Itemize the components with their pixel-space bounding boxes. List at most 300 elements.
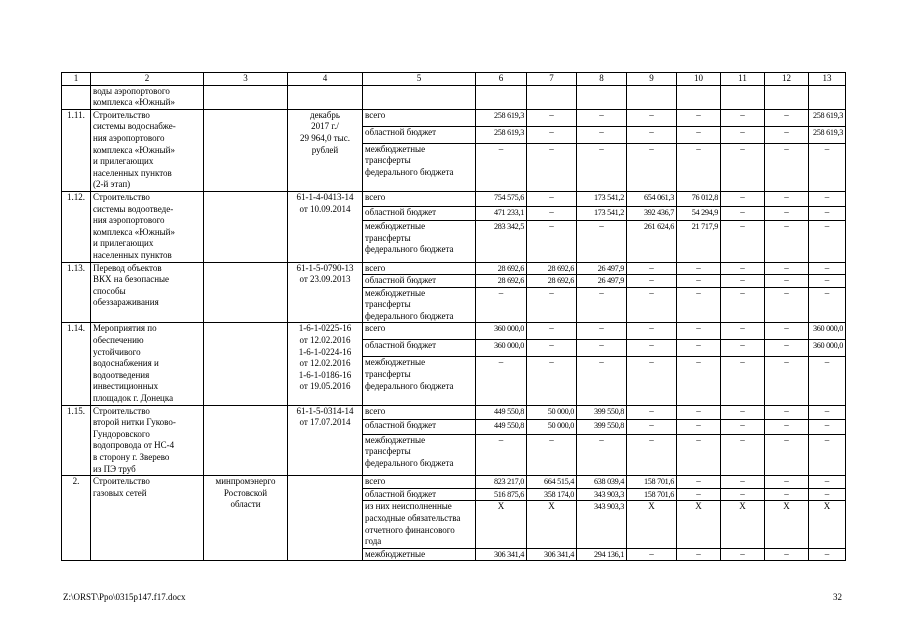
- value-cell: –: [527, 191, 577, 206]
- value-cell: –: [527, 206, 577, 221]
- value-cell: –: [765, 405, 809, 420]
- value-cell: –: [721, 476, 765, 489]
- object-name-cell: [91, 85, 204, 109]
- financing-table: [61, 72, 846, 561]
- funding-source-cell-line: всего: [365, 323, 386, 334]
- header-cell: 2: [91, 73, 204, 86]
- project-doc-cell: [288, 109, 363, 191]
- value-cell: 449 550,8: [476, 420, 527, 435]
- object-name-cell: [91, 262, 204, 323]
- value-cell: –: [765, 126, 809, 143]
- project-doc-cell-line: 1-6-1-0186-16: [298, 369, 352, 380]
- value-cell: –: [765, 340, 809, 357]
- object-name-cell-line: Мероприятия по: [93, 323, 157, 334]
- item-number-cell: 1.14.: [62, 323, 91, 405]
- funding-source-cell: [363, 548, 476, 561]
- object-name-cell-line: площадок г. Донецка: [93, 393, 174, 404]
- value-cell: –: [577, 109, 627, 126]
- value-cell: –: [765, 323, 809, 340]
- funding-source-cell: [363, 476, 476, 489]
- header-cell: 3: [204, 73, 288, 86]
- project-doc-cell-line: от 12.02.2016: [299, 335, 351, 346]
- value-cell: 54 294,9: [677, 206, 721, 221]
- responsible-cell: [204, 262, 288, 323]
- value-cell: –: [627, 340, 677, 357]
- funding-source-cell-line: межбюджетные: [365, 548, 426, 559]
- value-cell: –: [809, 206, 846, 221]
- value-cell: –: [809, 221, 846, 262]
- value-cell: 258 619,3: [476, 109, 527, 126]
- project-doc-cell-line: 29 964,0 тыс.: [300, 132, 350, 143]
- project-doc-cell-line: от 17.07.2014: [299, 417, 351, 428]
- value-cell: 399 550,8: [577, 420, 627, 435]
- value-cell: –: [677, 275, 721, 288]
- value-cell: –: [765, 488, 809, 501]
- funding-source-cell: [363, 357, 476, 405]
- header-cell: 9: [627, 73, 677, 86]
- funding-source-cell-line: из них неисполненные: [365, 501, 452, 512]
- value-cell: –: [677, 405, 721, 420]
- funding-source-cell-line: всего: [365, 262, 386, 273]
- value-cell: X: [527, 501, 577, 548]
- page-number: 32: [833, 592, 842, 602]
- object-name-cell-line: водоснабжения и: [93, 358, 159, 369]
- value-cell: –: [765, 476, 809, 489]
- object-name-cell-line: из ПЭ труб: [93, 463, 136, 474]
- table-row: [62, 323, 846, 340]
- project-doc-cell: [288, 323, 363, 405]
- value-cell: –: [527, 340, 577, 357]
- value-cell: 823 217,0: [476, 476, 527, 489]
- funding-source-cell: [363, 143, 476, 191]
- funding-source-cell: [363, 488, 476, 501]
- empty-cell: [204, 85, 288, 109]
- value-cell: –: [677, 420, 721, 435]
- funding-source-cell: [363, 420, 476, 435]
- value-cell: –: [809, 420, 846, 435]
- object-name-cell-line: в сторону г. Зверево: [93, 452, 170, 462]
- project-doc-cell: [288, 405, 363, 476]
- funding-source-cell: [363, 323, 476, 340]
- project-doc-cell: [288, 476, 363, 561]
- value-cell: –: [721, 548, 765, 561]
- funding-source-cell-line: всего: [365, 405, 386, 416]
- funding-source-cell: [363, 126, 476, 143]
- value-cell: X: [809, 501, 846, 548]
- value-cell: 50 000,0: [527, 420, 577, 435]
- value-cell: 258 619,3: [476, 126, 527, 143]
- value-cell: –: [527, 323, 577, 340]
- value-cell: 343 903,3: [577, 488, 627, 501]
- value-cell: –: [577, 143, 627, 191]
- value-cell: –: [721, 221, 765, 262]
- value-cell: –: [627, 287, 677, 323]
- table-row: [62, 191, 846, 206]
- value-cell: –: [476, 143, 527, 191]
- value-cell: –: [809, 287, 846, 323]
- project-doc-cell-line: 61-1-4-0413-14: [296, 191, 354, 202]
- value-cell: –: [765, 357, 809, 405]
- value-cell: 358 174,0: [527, 488, 577, 501]
- project-doc-cell-line: от 23.09.2013: [299, 274, 351, 285]
- value-cell: –: [809, 488, 846, 501]
- value-cell: X: [721, 501, 765, 548]
- funding-source-cell-line: трансферты: [365, 232, 411, 243]
- value-cell: –: [627, 143, 677, 191]
- value-cell: –: [809, 548, 846, 561]
- value-cell: –: [765, 221, 809, 262]
- object-name-cell-line: Перевод объектов: [93, 262, 162, 273]
- header-row: [62, 73, 846, 86]
- empty-cell: [765, 85, 809, 109]
- funding-source-cell: [363, 262, 476, 275]
- value-cell: –: [677, 262, 721, 275]
- object-name-cell-line: комплекса «Южный»: [93, 97, 175, 108]
- funding-source-cell-line: областной бюджет: [365, 275, 437, 286]
- value-cell: –: [765, 548, 809, 561]
- project-doc-cell-line: 1-6-1-0224-16: [298, 346, 352, 357]
- value-cell: –: [677, 476, 721, 489]
- value-cell: –: [627, 109, 677, 126]
- header-cell: 11: [721, 73, 765, 86]
- project-doc-cell-line: 2017 г./: [311, 121, 339, 132]
- value-cell: –: [721, 109, 765, 126]
- funding-source-cell-line: межбюджетные: [365, 221, 426, 232]
- funding-source-cell-line: межбюджетные: [365, 357, 426, 368]
- funding-source-cell-line: трансферты: [365, 369, 411, 379]
- value-cell: 173 541,2: [577, 191, 627, 206]
- empty-cell: [577, 85, 627, 109]
- funding-source-cell: [363, 340, 476, 357]
- table-row: [62, 476, 846, 489]
- value-cell: 21 717,9: [677, 221, 721, 262]
- value-cell: –: [627, 126, 677, 143]
- project-doc-cell-line: рублей: [311, 144, 339, 155]
- value-cell: 258 619,3: [809, 126, 846, 143]
- value-cell: 26 497,9: [577, 262, 627, 275]
- value-cell: –: [476, 357, 527, 405]
- empty-cell: [62, 85, 91, 109]
- value-cell: –: [721, 206, 765, 221]
- funding-source-cell-line: трансферты: [365, 155, 411, 166]
- value-cell: –: [527, 357, 577, 405]
- item-number-cell: 2.: [62, 476, 91, 561]
- project-doc-cell-line: от 12.02.2016: [299, 358, 351, 369]
- funding-source-cell: [363, 275, 476, 288]
- funding-source-cell: [363, 405, 476, 420]
- value-cell: –: [527, 434, 577, 475]
- funding-source-cell-line: отчетного финансового: [365, 524, 455, 535]
- value-cell: 516 875,6: [476, 488, 527, 501]
- funding-source-cell-line: всего: [365, 191, 386, 202]
- value-cell: –: [765, 206, 809, 221]
- header-cell: 7: [527, 73, 577, 86]
- object-name-cell-line: устойчивого: [93, 346, 141, 357]
- footer-file-path: Z:\ORST\Ppo\0315p147.f17.docx: [63, 592, 186, 602]
- value-cell: 50 000,0: [527, 405, 577, 420]
- responsible-cell: [204, 323, 288, 405]
- header-cell: 6: [476, 73, 527, 86]
- project-doc-cell: [288, 262, 363, 323]
- empty-cell: [527, 85, 577, 109]
- object-name-cell-line: комплекса «Южный»: [93, 226, 175, 237]
- value-cell: –: [577, 221, 627, 262]
- object-name-cell-line: инвестиционных: [93, 381, 159, 392]
- object-name-cell-line: воды аэропортового: [93, 85, 170, 96]
- responsible-cell: [204, 476, 288, 561]
- value-cell: 638 039,4: [577, 476, 627, 489]
- funding-source-cell-line: федерального бюджета: [365, 457, 454, 468]
- value-cell: 28 692,6: [527, 275, 577, 288]
- table-row: [62, 109, 846, 126]
- value-cell: 283 342,5: [476, 221, 527, 262]
- funding-source-cell-line: расходные обязательства: [365, 512, 461, 523]
- object-name-cell-line: системы водоотведе-: [93, 203, 174, 214]
- value-cell: X: [677, 501, 721, 548]
- object-name-cell-line: обеззараживания: [93, 297, 159, 308]
- value-cell: X: [627, 501, 677, 548]
- value-cell: –: [677, 126, 721, 143]
- project-doc-cell-line: от 10.09.2014: [299, 203, 351, 214]
- value-cell: –: [765, 287, 809, 323]
- value-cell: –: [527, 126, 577, 143]
- value-cell: –: [809, 357, 846, 405]
- funding-source-cell-line: областной бюджет: [365, 340, 437, 351]
- value-cell: –: [627, 275, 677, 288]
- table-row: [62, 405, 846, 420]
- item-number-cell: 1.13.: [62, 262, 91, 323]
- value-cell: –: [577, 323, 627, 340]
- empty-cell: [288, 85, 363, 109]
- project-doc-cell-line: 61-1-5-0790-13: [296, 262, 354, 273]
- value-cell: –: [677, 143, 721, 191]
- object-name-cell-line: водопровода от НС-4: [93, 440, 175, 451]
- value-cell: 173 541,2: [577, 206, 627, 221]
- value-cell: –: [527, 221, 577, 262]
- funding-source-cell-line: федерального бюджета: [365, 310, 454, 321]
- value-cell: –: [809, 191, 846, 206]
- value-cell: –: [577, 434, 627, 475]
- value-cell: –: [527, 143, 577, 191]
- value-cell: 258 619,3: [809, 109, 846, 126]
- funding-source-cell-line: трансферты: [365, 446, 411, 457]
- funding-source-cell-line: года: [365, 536, 382, 547]
- responsible-cell: [204, 405, 288, 476]
- value-cell: 399 550,8: [577, 405, 627, 420]
- value-cell: –: [627, 357, 677, 405]
- value-cell: –: [809, 143, 846, 191]
- object-name-cell: [91, 323, 204, 405]
- value-cell: 158 701,6: [627, 476, 677, 489]
- value-cell: –: [721, 143, 765, 191]
- value-cell: 28 692,6: [476, 262, 527, 275]
- object-name-cell-line: и прилегающих: [93, 238, 154, 249]
- value-cell: –: [765, 275, 809, 288]
- value-cell: –: [627, 262, 677, 275]
- header-cell: 13: [809, 73, 846, 86]
- funding-source-cell-line: межбюджетные: [365, 143, 426, 154]
- value-cell: –: [677, 109, 721, 126]
- responsible-cell-line: Ростовской: [223, 487, 268, 498]
- value-cell: –: [677, 488, 721, 501]
- value-cell: –: [677, 434, 721, 475]
- value-cell: –: [721, 340, 765, 357]
- item-number-cell: 1.11.: [62, 109, 91, 191]
- object-name-cell-line: Строительство: [93, 405, 150, 416]
- funding-source-cell-line: областной бюджет: [365, 126, 437, 137]
- value-cell: –: [577, 340, 627, 357]
- object-name-cell-line: водоотведения: [93, 369, 150, 380]
- funding-source-cell-line: всего: [365, 476, 386, 487]
- object-name-cell-line: Строительство: [93, 476, 150, 487]
- value-cell: –: [765, 434, 809, 475]
- object-name-cell-line: газовых сетей: [93, 487, 147, 498]
- empty-cell: [677, 85, 721, 109]
- value-cell: 28 692,6: [476, 275, 527, 288]
- value-cell: 76 012,8: [677, 191, 721, 206]
- object-name-cell-line: способы: [93, 285, 126, 296]
- object-name-cell-line: ния аэропортового: [93, 132, 165, 143]
- header-cell: 1: [62, 73, 91, 86]
- project-doc-cell: [288, 191, 363, 262]
- value-cell: 754 575,6: [476, 191, 527, 206]
- empty-cell: [627, 85, 677, 109]
- value-cell: 261 624,6: [627, 221, 677, 262]
- value-cell: 449 550,8: [476, 405, 527, 420]
- value-cell: –: [765, 420, 809, 435]
- value-cell: –: [677, 287, 721, 323]
- funding-source-cell-line: межбюджетные: [365, 287, 426, 298]
- funding-source-cell-line: федерального бюджета: [365, 166, 454, 177]
- project-doc-cell-line: декабрь: [310, 109, 340, 120]
- funding-source-cell: [363, 109, 476, 126]
- value-cell: –: [721, 191, 765, 206]
- value-cell: –: [721, 357, 765, 405]
- value-cell: 28 692,6: [527, 262, 577, 275]
- table-row: [62, 262, 846, 275]
- value-cell: –: [721, 434, 765, 475]
- value-cell: 392 436,7: [627, 206, 677, 221]
- funding-source-cell-line: трансферты: [365, 299, 411, 310]
- empty-cell: [721, 85, 765, 109]
- value-cell: –: [677, 357, 721, 405]
- empty-cell: [363, 85, 476, 109]
- object-name-cell-line: и прилегающих: [93, 156, 154, 167]
- object-name-cell-line: Гундоровского: [93, 428, 150, 439]
- object-name-cell-line: ВКХ на безопасные: [93, 274, 170, 285]
- value-cell: –: [476, 434, 527, 475]
- funding-source-cell: [363, 287, 476, 323]
- item-number-cell: 1.12.: [62, 191, 91, 262]
- value-cell: 360 000,0: [809, 323, 846, 340]
- object-name-cell: [91, 476, 204, 561]
- object-name-cell: [91, 405, 204, 476]
- item-number-cell: 1.15.: [62, 405, 91, 476]
- value-cell: –: [721, 420, 765, 435]
- value-cell: X: [765, 501, 809, 548]
- value-cell: 306 341,4: [527, 548, 577, 561]
- funding-source-cell: [363, 191, 476, 206]
- funding-source-cell-line: областной бюджет: [365, 420, 437, 431]
- object-name-cell-line: системы водоснабже-: [93, 121, 176, 132]
- funding-source-cell-line: областной бюджет: [365, 488, 437, 499]
- project-doc-cell-line: 1-6-1-0225-16: [298, 323, 352, 334]
- value-cell: –: [721, 275, 765, 288]
- value-cell: –: [577, 357, 627, 405]
- object-name-cell-line: второй нитки Гуково-: [93, 417, 176, 428]
- value-cell: –: [721, 262, 765, 275]
- header-cell: 12: [765, 73, 809, 86]
- value-cell: –: [677, 323, 721, 340]
- value-cell: 158 701,6: [627, 488, 677, 501]
- funding-source-cell: [363, 221, 476, 262]
- table-row-continuation: [62, 85, 846, 109]
- funding-source-cell-line: федерального бюджета: [365, 380, 454, 391]
- value-cell: 360 000,0: [476, 340, 527, 357]
- header-cell: 4: [288, 73, 363, 86]
- value-cell: –: [809, 476, 846, 489]
- empty-cell: [809, 85, 846, 109]
- object-name-cell-line: комплекса «Южный»: [93, 144, 175, 155]
- funding-source-cell: [363, 206, 476, 221]
- value-cell: –: [765, 191, 809, 206]
- value-cell: –: [721, 126, 765, 143]
- value-cell: –: [765, 262, 809, 275]
- project-doc-cell-line: от 19.05.2016: [299, 381, 351, 392]
- value-cell: –: [721, 287, 765, 323]
- value-cell: –: [627, 405, 677, 420]
- responsible-cell: [204, 191, 288, 262]
- value-cell: –: [677, 340, 721, 357]
- header-cell: 8: [577, 73, 627, 86]
- object-name-cell-line: Строительство: [93, 109, 150, 120]
- value-cell: –: [721, 323, 765, 340]
- funding-source-cell-line: межбюджетные: [365, 434, 426, 445]
- object-name-cell: [91, 191, 204, 262]
- value-cell: –: [577, 287, 627, 323]
- value-cell: 294 136,1: [577, 548, 627, 561]
- value-cell: 360 000,0: [476, 323, 527, 340]
- value-cell: –: [577, 126, 627, 143]
- value-cell: –: [721, 405, 765, 420]
- value-cell: –: [627, 548, 677, 561]
- object-name-cell-line: населенных пунктов: [93, 249, 172, 260]
- value-cell: 664 515,4: [527, 476, 577, 489]
- project-doc-cell-line: 61-1-5-0314-14: [296, 405, 354, 416]
- value-cell: –: [765, 143, 809, 191]
- header-cell: 10: [677, 73, 721, 86]
- value-cell: 360 000,0: [809, 340, 846, 357]
- object-name-cell-line: обеспечению: [93, 335, 144, 346]
- value-cell: 26 497,9: [577, 275, 627, 288]
- value-cell: –: [721, 488, 765, 501]
- responsible-cell: [204, 109, 288, 191]
- value-cell: –: [809, 405, 846, 420]
- object-name-cell-line: (2-й этап): [93, 179, 131, 190]
- object-name-cell-line: населенных пунктов: [93, 167, 172, 178]
- funding-source-cell: [363, 434, 476, 475]
- value-cell: 306 341,4: [476, 548, 527, 561]
- funding-source-cell-line: федерального бюджета: [365, 244, 454, 255]
- header-cell: 5: [363, 73, 476, 86]
- empty-cell: [476, 85, 527, 109]
- value-cell: –: [677, 548, 721, 561]
- value-cell: –: [627, 323, 677, 340]
- responsible-cell-line: минпромэнерго: [215, 476, 276, 487]
- value-cell: –: [627, 420, 677, 435]
- value-cell: 343 903,3: [577, 501, 627, 548]
- value-cell: –: [627, 434, 677, 475]
